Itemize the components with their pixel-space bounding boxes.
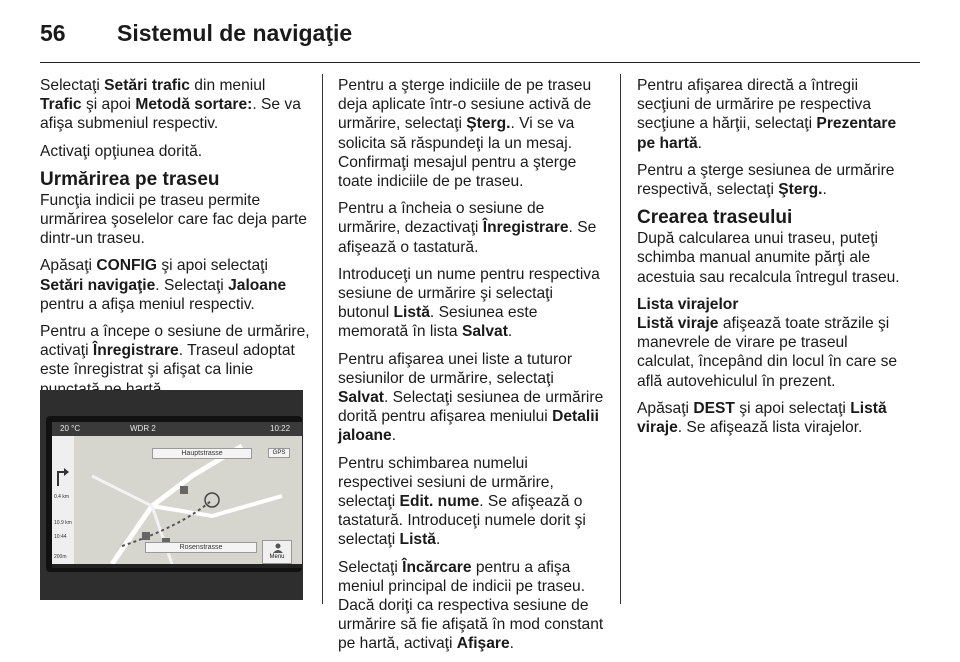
- arrival-time: 10:44: [54, 534, 67, 540]
- remaining-distance: 10.9 km: [54, 520, 72, 526]
- paragraph: Introduceţi un nume pentru respectiva sesiune de urmărire şi selectaţi butonul Listă. Sesiunea este memorată în lista Salvat.: [338, 265, 600, 341]
- paragraph: Pentru a şterge indiciile de pe traseu deja aplicate într-o sesiune activă de urmărire, selectaţi Şterg.. Vi se va solicita să răspundeţi la un mesaj. Confirmaţi mesajul pentru a şterge toate indiciile de pe traseu.: [338, 77, 592, 191]
- paragraph: Activaţi opţiunea dorită.: [40, 142, 203, 160]
- paragraph: După calcularea unui traseu, puteţi schimba manual anumite părţi ale acestuia sau recalcula întregul traseu.: [637, 230, 900, 286]
- next-turn-distance: 0.4 km: [54, 494, 70, 500]
- navigation-screenshot: [40, 390, 303, 600]
- paragraph: Listă viraje afişează toate străzile şi manevrele de virare pe traseul calculat, începând din locul în care se află autovehiculul în prezent.: [637, 315, 898, 390]
- radio-station: WDR 2: [130, 424, 156, 433]
- turn-arrow-icon: [52, 462, 74, 492]
- column-2: [338, 76, 606, 662]
- paragraph: Pentru a începe o sesiune de urmărire, activaţi Înregistrare. Traseul adoptat este înregistrat şi afişat ca linie: [40, 323, 310, 379]
- section-heading: Urmărirea pe traseu: [40, 168, 220, 190]
- page-number: 56: [40, 20, 66, 46]
- page-title: Sistemul de navigaţie: [117, 20, 353, 46]
- paragraph: Pentru a încheia o sesiune de urmărire, dezactivaţi Înregistrare. Se afişează o tastatură.: [338, 200, 597, 256]
- column-1: [40, 76, 310, 407]
- column-3: [637, 76, 905, 445]
- map-scale: 200m: [54, 554, 67, 560]
- clock: 10:22: [270, 424, 291, 433]
- paragraph: Pentru schimbarea numelui respectivei sesiuni de urmărire, selectaţi Edit. nume. Se afişează o tastatură. Introduceţi numele dorit şi selectaţi Listă.: [338, 454, 586, 549]
- next-street-label: Rosenstrasse: [145, 542, 257, 553]
- section-heading: Crearea traseului: [637, 207, 793, 229]
- paragraph: Pentru a şterge sesiunea de urmărire respectivă, selectaţi Şterg..: [637, 161, 895, 199]
- subsection-heading: Lista virajelor: [637, 295, 739, 313]
- current-street-label: Hauptstrasse: [152, 448, 252, 459]
- paragraph: Selectaţi Setări trafic din meniul Trafic şi apoi Metodă sortare:. Se va afişa submeniul respectiv.: [40, 77, 301, 133]
- paragraph: Pentru afişarea directă a întregii secţiuni de urmărire pe respectiva secţiune a hărţii, selectaţi Prezentare pe hartă.: [637, 77, 897, 152]
- paragraph: Funcţia indicii pe traseu permite urmărirea şoselelor care fac deja parte dintr-un traseu.: [40, 191, 307, 248]
- temperature: 20 °C: [60, 424, 81, 433]
- menu-button-label: Menu: [269, 554, 285, 560]
- paragraph: Pentru afişarea unei liste a tuturor sesiunilor de urmărire, selectaţi Salvat. Selectaţi sesiunea de urmărire dorită pentru afişarea meniului Detalii jaloane.: [338, 350, 604, 445]
- page-header: [40, 18, 920, 58]
- column-divider: [322, 74, 323, 604]
- paragraph: Selectaţi Încărcare pentru a afişa meniul principal de indicii pe traseu. Dacă doriţi ca respectiva sesiune de urmărire să fie afişată în mod constant pe hartă, activaţi Afişare.: [338, 558, 604, 653]
- status-bar: [52, 422, 302, 436]
- header-divider: [40, 62, 920, 63]
- column-divider: [620, 74, 621, 604]
- gps-button[interactable]: GPS: [268, 448, 290, 458]
- menu-icon: [272, 543, 284, 553]
- menu-button[interactable]: [262, 540, 292, 564]
- maneuver-panel: [52, 436, 74, 564]
- screen-bottom-edge: [52, 564, 302, 568]
- paragraph: Apăsaţi DEST şi apoi selectaţi Listă viraje. Se afişează lista virajelor.: [637, 399, 887, 437]
- paragraph: Apăsaţi CONFIG şi apoi selectaţi Setări navigaţie. Selectaţi Jaloane pentru a afişa meniul respectiv.: [40, 257, 287, 313]
